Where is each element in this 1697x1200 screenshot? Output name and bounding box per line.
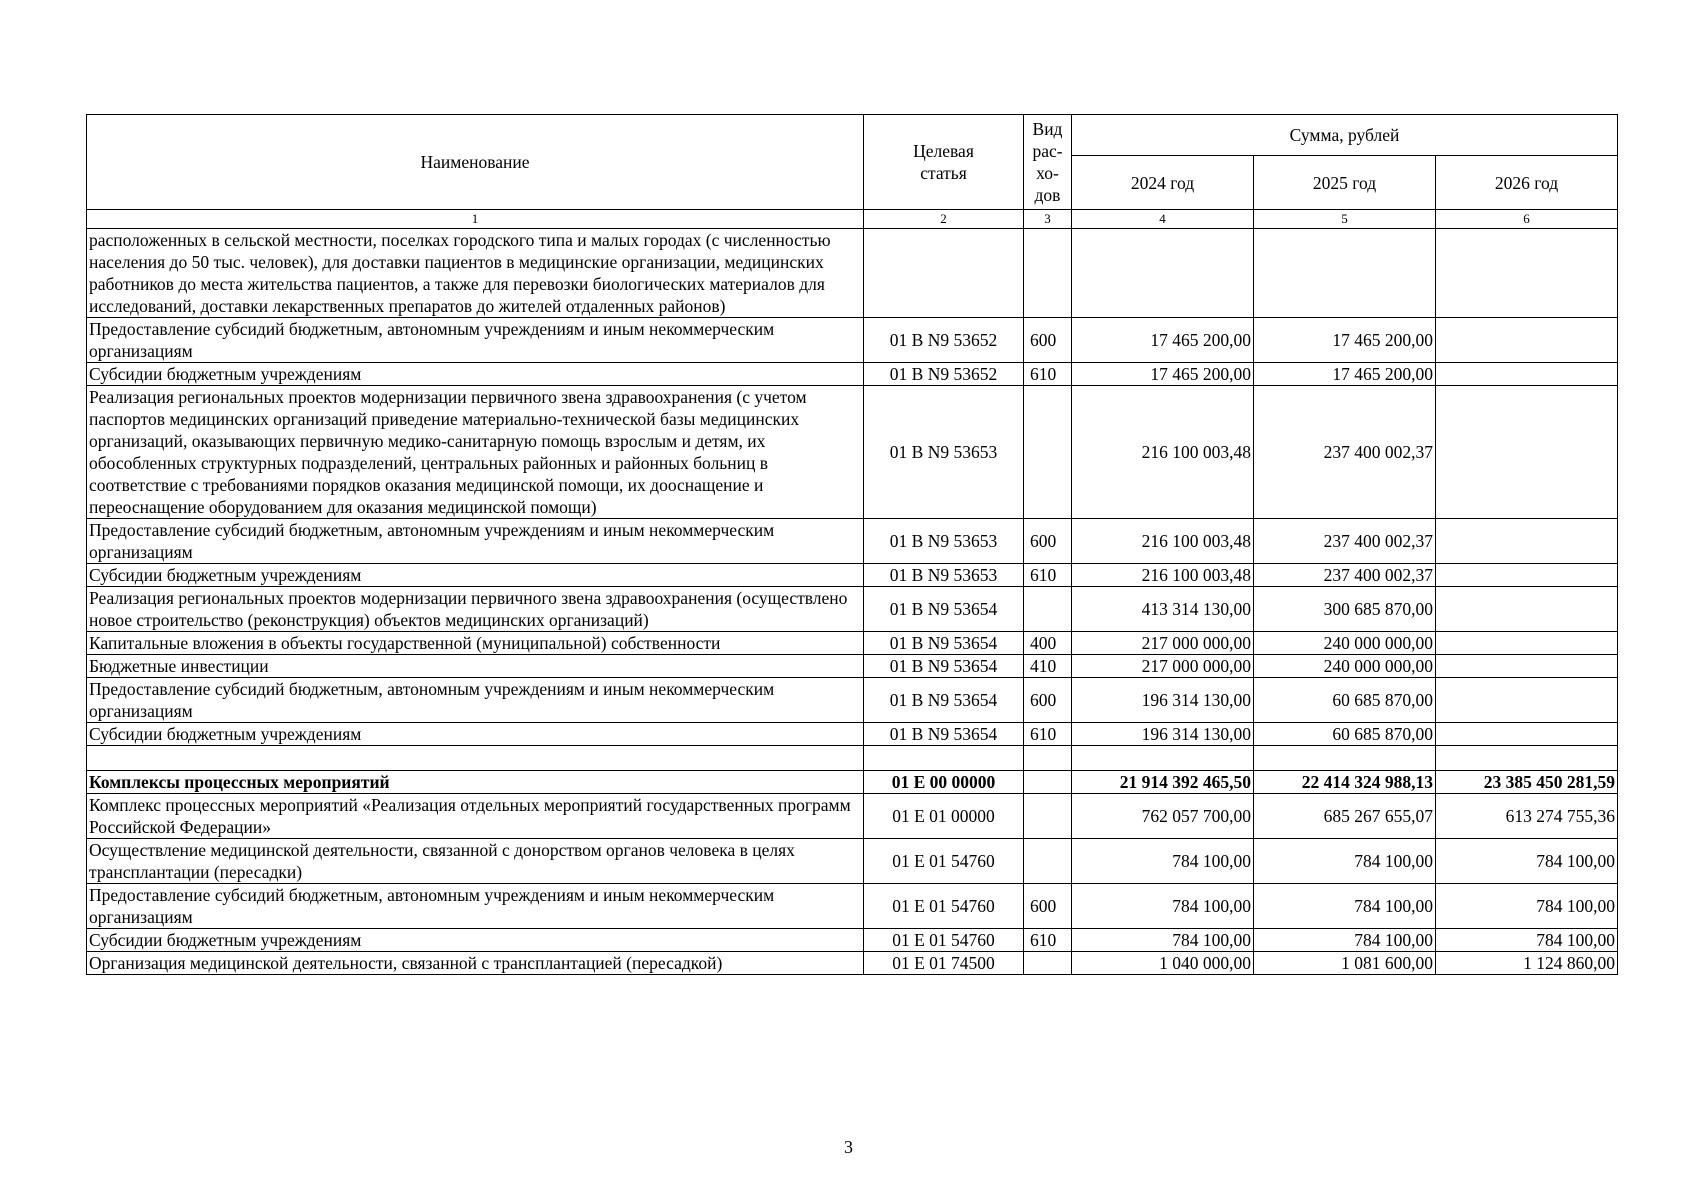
row-name: Капитальные вложения в объекты государственной (муниципальной) собственности [87, 632, 864, 655]
row-target-article: 01 В N9 53654 [864, 723, 1024, 746]
column-number: 1 [87, 210, 864, 229]
row-sum-2025: 784 100,00 [1254, 884, 1436, 929]
row-sum-2026 [1436, 386, 1618, 519]
row-sum-2026 [1436, 587, 1618, 632]
table-row-section-total [87, 771, 1618, 794]
row-target-article: 01 Е 01 54760 [864, 929, 1024, 952]
row-expense-type [1024, 771, 1072, 794]
row-sum-2024: 784 100,00 [1072, 884, 1254, 929]
budget-table [86, 114, 1618, 975]
row-sum-2024: 17 465 200,00 [1072, 318, 1254, 363]
row-sum-2025: 60 685 870,00 [1254, 723, 1436, 746]
header-target-article: Целевая статья [864, 115, 1024, 210]
row-sum-2025: 60 685 870,00 [1254, 678, 1436, 723]
row-name: Организация медицинской деятельности, связанной с трансплантацией (пересадкой) [87, 952, 864, 975]
row-sum-2024: 762 057 700,00 [1072, 794, 1254, 839]
table-row [87, 229, 1618, 318]
row-sum-2025: 17 465 200,00 [1254, 363, 1436, 386]
row-sum-2025: 300 685 870,00 [1254, 587, 1436, 632]
row-target-article: 01 Е 00 00000 [864, 771, 1024, 794]
row-sum-2024: 196 314 130,00 [1072, 723, 1254, 746]
row-sum-2026 [1436, 564, 1618, 587]
header-sum: Сумма, рублей [1072, 115, 1618, 156]
row-expense-type: 600 [1024, 519, 1072, 564]
row-expense-type [1024, 587, 1072, 632]
header-year-2025: 2025 год [1254, 156, 1436, 210]
row-sum-2025: 784 100,00 [1254, 929, 1436, 952]
row-sum-2024: 216 100 003,48 [1072, 564, 1254, 587]
table-row [87, 519, 1618, 564]
table-row [87, 564, 1618, 587]
table-row [87, 678, 1618, 723]
page-number: 3 [844, 1137, 853, 1157]
row-name: расположенных в сельской местности, поселках городского типа и малых городах (с численностью населения до 50 тыс. человек), для доставки пациентов в медицинские организации, медицинских работников до места жительства пациентов, а также для перевозки биологических материалов для исследований, доставки лекарственных препаратов до жителей отдаленных районов) [87, 229, 864, 318]
row-sum-2024: 21 914 392 465,50 [1072, 771, 1254, 794]
row-sum-2024: 216 100 003,48 [1072, 386, 1254, 519]
row-sum-2025 [1254, 229, 1436, 318]
column-number-row [87, 210, 1618, 229]
row-sum-2026: 784 100,00 [1436, 839, 1618, 884]
row-target-article: 01 Е 01 74500 [864, 952, 1024, 975]
row-sum-2025 [1254, 746, 1436, 771]
row-name: Предоставление субсидий бюджетным, автономным учреждениям и иным некоммерческим организациям [87, 519, 864, 564]
table-row [87, 318, 1618, 363]
table-row-empty [87, 746, 1618, 771]
row-target-article: 01 Е 01 54760 [864, 884, 1024, 929]
row-name: Предоставление субсидий бюджетным, автономным учреждениям и иным некоммерческим организациям [87, 318, 864, 363]
row-sum-2024: 217 000 000,00 [1072, 655, 1254, 678]
row-sum-2026 [1436, 363, 1618, 386]
row-sum-2026: 23 385 450 281,59 [1436, 771, 1618, 794]
row-name: Субсидии бюджетным учреждениям [87, 723, 864, 746]
row-sum-2025: 1 081 600,00 [1254, 952, 1436, 975]
row-target-article: 01 В N9 53654 [864, 587, 1024, 632]
row-sum-2024: 784 100,00 [1072, 929, 1254, 952]
row-sum-2025: 237 400 002,37 [1254, 386, 1436, 519]
row-sum-2026 [1436, 678, 1618, 723]
row-target-article: 01 В N9 53652 [864, 363, 1024, 386]
row-sum-2024: 784 100,00 [1072, 839, 1254, 884]
row-sum-2025: 685 267 655,07 [1254, 794, 1436, 839]
header-year-2026: 2026 год [1436, 156, 1618, 210]
table-row [87, 839, 1618, 884]
row-name: Реализация региональных проектов модернизации первичного звена здравоохранения (осуществлено новое строительство (реконструкция) объектов медицинских организаций) [87, 587, 864, 632]
row-sum-2025: 237 400 002,37 [1254, 519, 1436, 564]
row-expense-type [1024, 229, 1072, 318]
row-name: Предоставление субсидий бюджетным, автономным учреждениям и иным некоммерческим организациям [87, 678, 864, 723]
row-name: Бюджетные инвестиции [87, 655, 864, 678]
row-name [87, 746, 864, 771]
row-expense-type: 410 [1024, 655, 1072, 678]
row-target-article: 01 В N9 53654 [864, 678, 1024, 723]
row-sum-2026 [1436, 655, 1618, 678]
row-expense-type: 400 [1024, 632, 1072, 655]
row-sum-2024: 413 314 130,00 [1072, 587, 1254, 632]
row-sum-2025: 237 400 002,37 [1254, 564, 1436, 587]
header-expense-type: Вид рас- хо- дов [1024, 115, 1072, 210]
table-row [87, 929, 1618, 952]
row-expense-type: 610 [1024, 929, 1072, 952]
row-expense-type: 600 [1024, 884, 1072, 929]
row-target-article: 01 Е 01 00000 [864, 794, 1024, 839]
row-sum-2024: 196 314 130,00 [1072, 678, 1254, 723]
row-sum-2026: 613 274 755,36 [1436, 794, 1618, 839]
column-number: 4 [1072, 210, 1254, 229]
row-sum-2024: 1 040 000,00 [1072, 952, 1254, 975]
column-number: 5 [1254, 210, 1436, 229]
row-expense-type: 610 [1024, 564, 1072, 587]
row-name: Предоставление субсидий бюджетным, автономным учреждениям и иным некоммерческим организациям [87, 884, 864, 929]
row-name: Субсидии бюджетным учреждениям [87, 363, 864, 386]
row-target-article: 01 В N9 53653 [864, 519, 1024, 564]
row-sum-2024: 17 465 200,00 [1072, 363, 1254, 386]
row-expense-type: 610 [1024, 723, 1072, 746]
table-row [87, 363, 1618, 386]
row-sum-2025: 17 465 200,00 [1254, 318, 1436, 363]
row-name: Осуществление медицинской деятельности, связанной с донорством органов человека в целях трансплантации (пересадки) [87, 839, 864, 884]
row-name: Реализация региональных проектов модернизации первичного звена здравоохранения (с учетом паспортов медицинских организаций приведение материально-технической базы медицинских организаций, оказывающих первичную медико-санитарную помощь взрослым и детям, их обособленных структурных подразделений, центральных районных и районных больниц в соответствие с требованиями порядков оказания медицинской помощи, их дооснащение и переоснащение оборудованием для оказания медицинской помощи) [87, 386, 864, 519]
row-expense-type [1024, 794, 1072, 839]
row-expense-type [1024, 386, 1072, 519]
row-sum-2024 [1072, 229, 1254, 318]
column-number: 2 [864, 210, 1024, 229]
table-row [87, 884, 1618, 929]
row-sum-2025: 240 000 000,00 [1254, 632, 1436, 655]
row-sum-2025: 22 414 324 988,13 [1254, 771, 1436, 794]
row-target-article: 01 В N9 53654 [864, 632, 1024, 655]
row-sum-2026 [1436, 318, 1618, 363]
column-number: 6 [1436, 210, 1618, 229]
row-sum-2024 [1072, 746, 1254, 771]
row-expense-type: 600 [1024, 678, 1072, 723]
row-target-article: 01 В N9 53652 [864, 318, 1024, 363]
row-sum-2025: 784 100,00 [1254, 839, 1436, 884]
table-row [87, 587, 1618, 632]
row-sum-2025: 240 000 000,00 [1254, 655, 1436, 678]
row-sum-2026 [1436, 632, 1618, 655]
row-sum-2026 [1436, 746, 1618, 771]
row-target-article: 01 В N9 53653 [864, 564, 1024, 587]
header-name: Наименование [87, 115, 864, 210]
column-number: 3 [1024, 210, 1072, 229]
table-row [87, 794, 1618, 839]
row-expense-type: 610 [1024, 363, 1072, 386]
row-target-article: 01 В N9 53654 [864, 655, 1024, 678]
header-year-2024: 2024 год [1072, 156, 1254, 210]
row-target-article: 01 Е 01 54760 [864, 839, 1024, 884]
row-sum-2026 [1436, 229, 1618, 318]
table-row [87, 632, 1618, 655]
table-row [87, 655, 1618, 678]
row-name: Субсидии бюджетным учреждениям [87, 929, 864, 952]
row-expense-type [1024, 746, 1072, 771]
row-sum-2026: 1 124 860,00 [1436, 952, 1618, 975]
table-row [87, 386, 1618, 519]
row-name: Комплексы процессных мероприятий [87, 771, 864, 794]
row-expense-type: 600 [1024, 318, 1072, 363]
row-sum-2026: 784 100,00 [1436, 884, 1618, 929]
table-row [87, 952, 1618, 975]
row-expense-type [1024, 839, 1072, 884]
table-row [87, 723, 1618, 746]
row-sum-2024: 216 100 003,48 [1072, 519, 1254, 564]
row-sum-2026 [1436, 723, 1618, 746]
row-name: Субсидии бюджетным учреждениям [87, 564, 864, 587]
row-target-article [864, 746, 1024, 771]
row-sum-2026 [1436, 519, 1618, 564]
row-name: Комплекс процессных мероприятий «Реализация отдельных мероприятий государственных программ Российской Федерации» [87, 794, 864, 839]
row-target-article: 01 В N9 53653 [864, 386, 1024, 519]
row-sum-2026: 784 100,00 [1436, 929, 1618, 952]
row-target-article [864, 229, 1024, 318]
row-sum-2024: 217 000 000,00 [1072, 632, 1254, 655]
row-expense-type [1024, 952, 1072, 975]
